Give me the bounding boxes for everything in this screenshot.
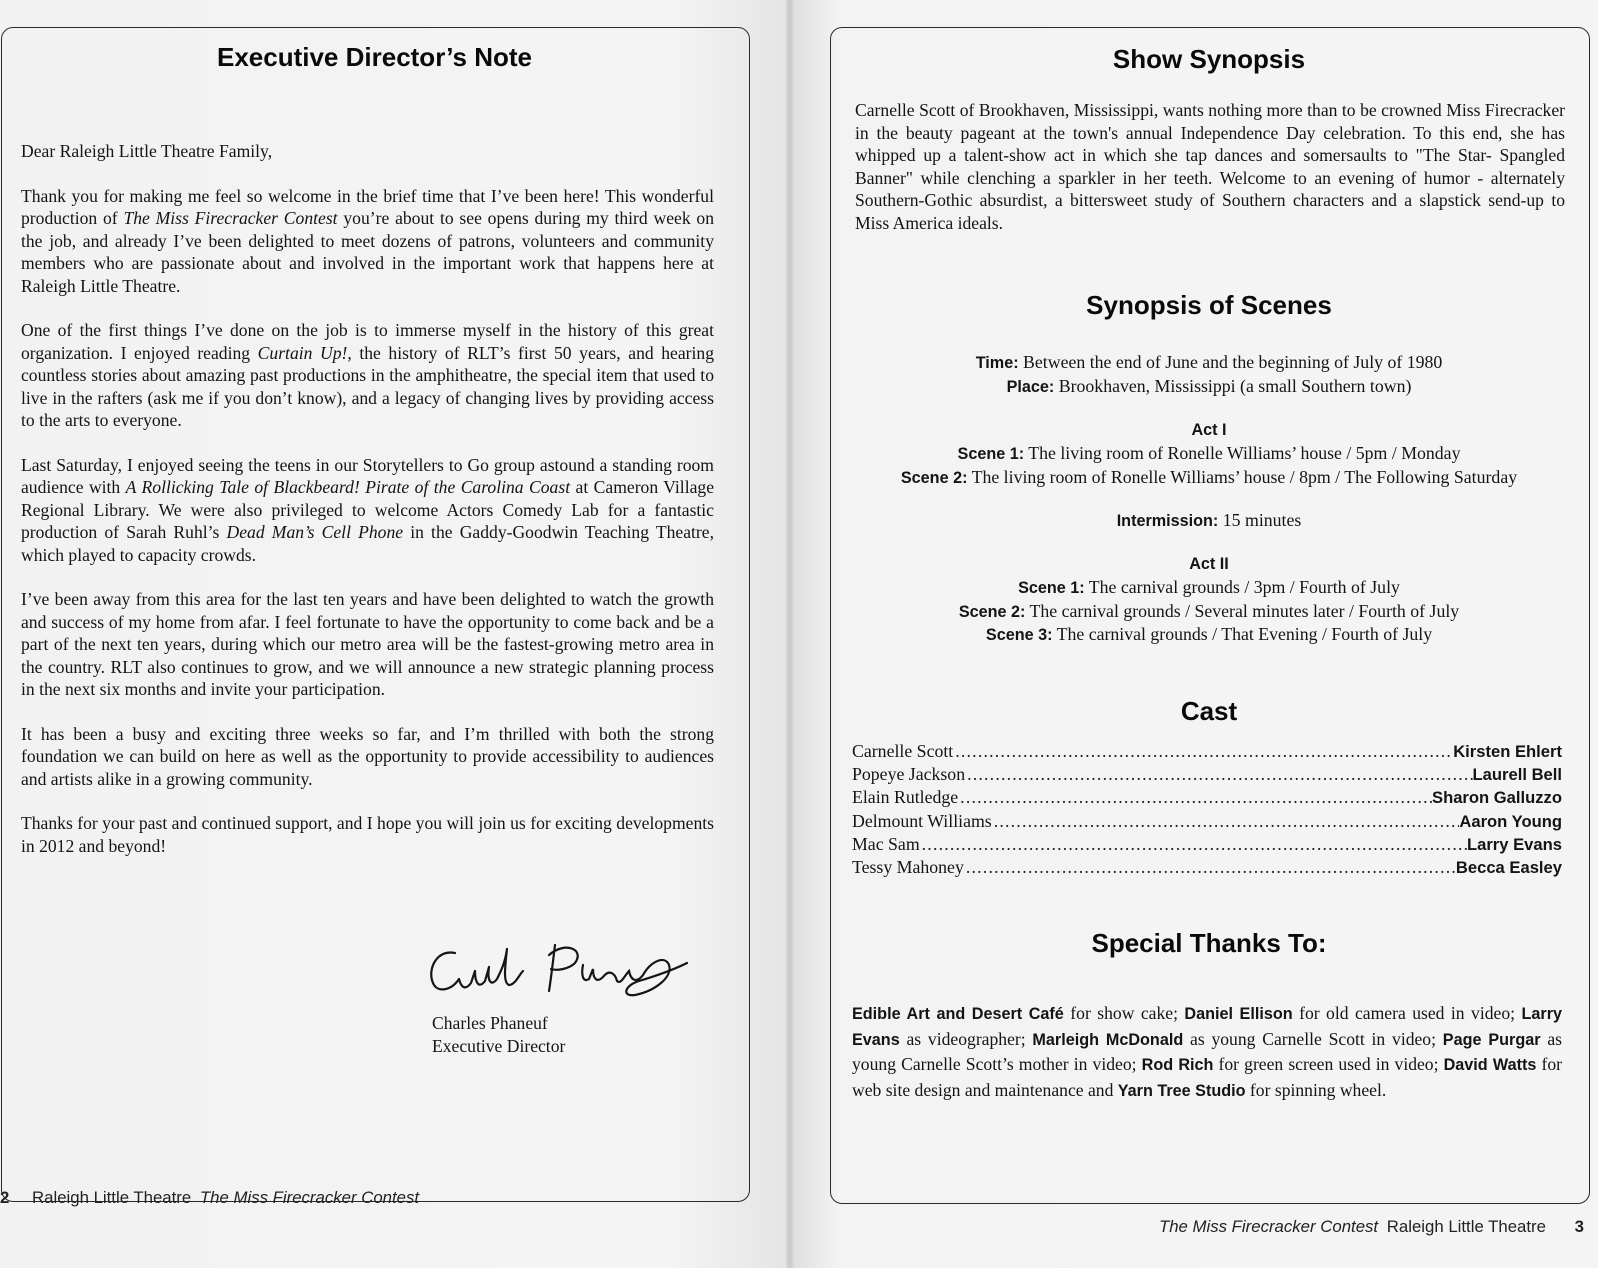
- time-value: Between the end of June and the beginning of July of 1980: [1018, 352, 1443, 372]
- place-label: Place:: [1006, 377, 1055, 396]
- scene-label: Scene 2:: [900, 468, 968, 487]
- act-2-scene-3: [830, 623, 1588, 647]
- right-footer: [1159, 1217, 1584, 1237]
- show-title-ref: The Miss Firecracker Contest: [123, 208, 338, 228]
- time-line: [830, 351, 1588, 375]
- director-note-heading: Executive Director’s Note: [216, 42, 532, 72]
- paragraph-2-text-a: One of the first things I’ve done on the job is to immerse myself in the history of this great organization. I enjoyed reading: [21, 320, 714, 363]
- scene-label: Scene 1:: [1018, 578, 1085, 597]
- thanks-paragraph: [852, 1001, 1562, 1103]
- cast-role: Elain Rutledge: [852, 787, 959, 808]
- cast-role: Mac Sam: [852, 833, 920, 854]
- scene-text: The living room of Ronelle Williams’ house / 5pm / Monday: [1024, 442, 1461, 463]
- thanks-text: for web site design and maintenance and: [852, 1054, 1562, 1100]
- act-1-scene-1: [830, 442, 1588, 466]
- director-note-body: [21, 140, 714, 857]
- thanks-name: Larry Evans: [852, 1005, 1562, 1049]
- paragraph-5: It has been a busy and exciting three weeks so far, and I’m thrilled with both the strong foundation we can build on here as well as the opportunity to provide accessibility to audiences and artists alike in a growing community.: [21, 723, 714, 789]
- special-thanks-text: [852, 1001, 1562, 1103]
- signature-block: [432, 1012, 565, 1057]
- thanks-name: David Watts: [1443, 1056, 1537, 1074]
- salutation: Dear Raleigh Little Theatre Family,: [21, 141, 273, 161]
- leader-dots: [955, 740, 1453, 763]
- thanks-name: Edible Art and Desert Café: [852, 1005, 1064, 1023]
- footer-org-left: Raleigh Little Theatre: [32, 1188, 192, 1207]
- scene-info: [830, 351, 1588, 399]
- leader-dots: [967, 763, 1472, 786]
- footer-org-right: Raleigh Little Theatre: [1386, 1217, 1546, 1236]
- book-title-ref: Curtain Up!: [257, 342, 348, 363]
- cast-role: Delmount Williams: [852, 810, 992, 831]
- synopsis-paragraph: Carnelle Scott of Brookhaven, Mississippi, wants nothing more than to be crowned Miss Firecracker in the beauty pageant at the town's annual Independence Day celebration. To this end, she has whipped up a talent-show act in which she tap dances and somersaults to "The Star- Spangled Banner" while clenching a sparkler in her teeth. Welcome to an evening of humor - alternately Southern-Gothic absurdist, a bittersweet study of Southern characters and a slapstick send-up to Miss America ideals.: [855, 100, 1565, 233]
- blackbeard-title-ref: A Rollicking Tale of Blackbeard! Pirate of the Carolina Coast: [125, 477, 571, 497]
- leader-dots: [922, 833, 1467, 856]
- scene-text: The carnival grounds / 3pm / Fourth of July: [1084, 576, 1400, 597]
- paragraph-3-text-b: at Cameron Village Regional Library. We were also privileged to welcome Actors Comedy Lab for a fantastic production of Sarah Ruhl’s: [21, 477, 714, 542]
- dead-mans-cell-phone-ref: Dead Man’s Cell Phone: [226, 522, 404, 542]
- paragraph-1-text-b: you’re about to see opens during my third week on the job, and already I’ve been delighted to meet dozens of patrons, volunteers and community members who are passionate about and involved in the important work that happens here at Raleigh Little Theatre.: [21, 208, 714, 296]
- cast-row: [852, 763, 1562, 786]
- intermission-label: Intermission:: [1116, 512, 1219, 530]
- handwritten-signature: [425, 935, 695, 1005]
- paragraph-3: [21, 454, 714, 567]
- cast-row: [852, 786, 1562, 809]
- thanks-name: Yarn Tree Studio: [1117, 1081, 1246, 1100]
- cast-actor: Larry Evans: [1466, 834, 1562, 854]
- booklet-fold: [786, 0, 794, 1268]
- cast-row: [852, 740, 1562, 763]
- thanks-text: for green screen used in video;: [1213, 1054, 1444, 1074]
- act-2-scene-1: [830, 576, 1588, 600]
- thanks-name: Rod Rich: [1141, 1056, 1214, 1074]
- paragraph-3-text-c: in the Gaddy-Goodwin Teaching Theatre, which played to capacity crowds.: [21, 522, 714, 565]
- cast-heading: Cast: [1180, 696, 1238, 726]
- intermission-line: [830, 509, 1588, 533]
- signer-name: Charles Phaneuf: [432, 1013, 548, 1033]
- thanks-name: Marleigh McDonald: [1032, 1030, 1184, 1049]
- cast-row: [852, 856, 1562, 879]
- cast-actor: Kirsten Ehlert: [1453, 742, 1562, 761]
- thanks-name: Page Purgar: [1442, 1030, 1541, 1049]
- scene-label: Scene 3:: [985, 626, 1053, 645]
- cast-actor: Aaron Young: [1459, 811, 1562, 831]
- scene-label: Scene 1:: [957, 444, 1025, 463]
- scene-label: Scene 2:: [958, 602, 1026, 621]
- thanks-text: as young Carnelle Scott in video;: [1183, 1028, 1443, 1049]
- cast-row: [852, 810, 1562, 833]
- synopsis-of-scenes-heading: Synopsis of Scenes: [1086, 290, 1332, 320]
- thanks-text: for old camera used in video;: [1292, 1003, 1522, 1023]
- time-label: Time:: [975, 354, 1019, 372]
- leader-dots: [966, 856, 1456, 879]
- scene-text: The carnival grounds / That Evening / Fourth of July: [1052, 624, 1433, 645]
- paragraph-2-text-b: , the history of RLT’s first 50 years, and hearing countless stories about amazing past productions in the amphitheatre, the special item that used to live in the rafters (ask me if you don’t know), and a legacy of changing lives by providing access to the arts to everyone.: [21, 342, 715, 430]
- cast-list: [852, 740, 1562, 879]
- paragraph-4: I’ve been away from this area for the last ten years and have been delighted to watch the growth and success of my home from afar. I feel fortunate to have the opportunity to come back and be a part of the next ten years, during which our metro area will be the fastest-growing metro area in the country. RLT also continues to grow, and we will announce a new strategic planning process in the next six months and invite your participation.: [21, 589, 714, 699]
- scene-text: The living room of Ronelle Williams’ house / 8pm / The Following Saturday: [967, 466, 1518, 487]
- thanks-text: as young Carnelle Scott’s mother in video;: [852, 1028, 1562, 1074]
- cast-role: Tessy Mahoney: [852, 857, 964, 878]
- act-2: [830, 553, 1588, 647]
- cast-role: Carnelle Scott: [852, 741, 954, 761]
- act-1-title: Act I: [1191, 421, 1227, 439]
- footer-show-left: The Miss Firecracker Contest: [199, 1188, 420, 1207]
- show-synopsis-text: [855, 99, 1565, 234]
- scene-text: The carnival grounds / Several minutes later / Fourth of July: [1025, 600, 1460, 621]
- thanks-text: for spinning wheel.: [1245, 1079, 1387, 1100]
- act-1: [830, 419, 1588, 489]
- cast-actor: Sharon Galluzzo: [1432, 788, 1562, 808]
- paragraph-3-text-a: Last Saturday, I enjoyed seeing the teens in our Storytellers to Go group astound a standing room audience with: [21, 454, 714, 497]
- paragraph-1-text-a: Thank you for making me feel so welcome in the brief time that I’ve been here! This wonderful production of: [21, 185, 714, 228]
- place-value: Brookhaven, Mississippi (a small Southern town): [1054, 375, 1412, 396]
- footer-show-right: The Miss Firecracker Contest: [1158, 1217, 1379, 1236]
- special-thanks-heading: Special Thanks To:: [1091, 928, 1327, 958]
- paragraph-1: [21, 185, 714, 298]
- act-1-scene-2: [830, 466, 1588, 490]
- act-2-scene-2: [830, 600, 1588, 624]
- thanks-name: Daniel Ellison: [1184, 1005, 1293, 1023]
- signer-title: Executive Director: [432, 1035, 566, 1056]
- thanks-text: as videographer;: [899, 1028, 1033, 1049]
- show-synopsis-heading: Show Synopsis: [1112, 44, 1306, 74]
- cast-row: [852, 833, 1562, 856]
- cast-actor: Laurell Bell: [1472, 765, 1562, 785]
- left-footer: [0, 1188, 419, 1208]
- page-number-right: 3: [1574, 1217, 1584, 1236]
- paragraph-2: [21, 319, 714, 432]
- act-2-title: Act II: [1189, 555, 1229, 573]
- intermission-value: 15 minutes: [1218, 510, 1302, 530]
- leader-dots: [960, 786, 1432, 809]
- cast-role: Popeye Jackson: [852, 764, 966, 785]
- paragraph-6: Thanks for your past and continued support, and I hope you will join us for exciting developments in 2012 and beyond!: [21, 813, 714, 856]
- place-line: [830, 375, 1588, 399]
- leader-dots: [994, 810, 1460, 833]
- cast-actor: Becca Easley: [1455, 858, 1562, 878]
- page-number-left: 2: [0, 1188, 10, 1207]
- thanks-text: for show cake;: [1063, 1003, 1185, 1023]
